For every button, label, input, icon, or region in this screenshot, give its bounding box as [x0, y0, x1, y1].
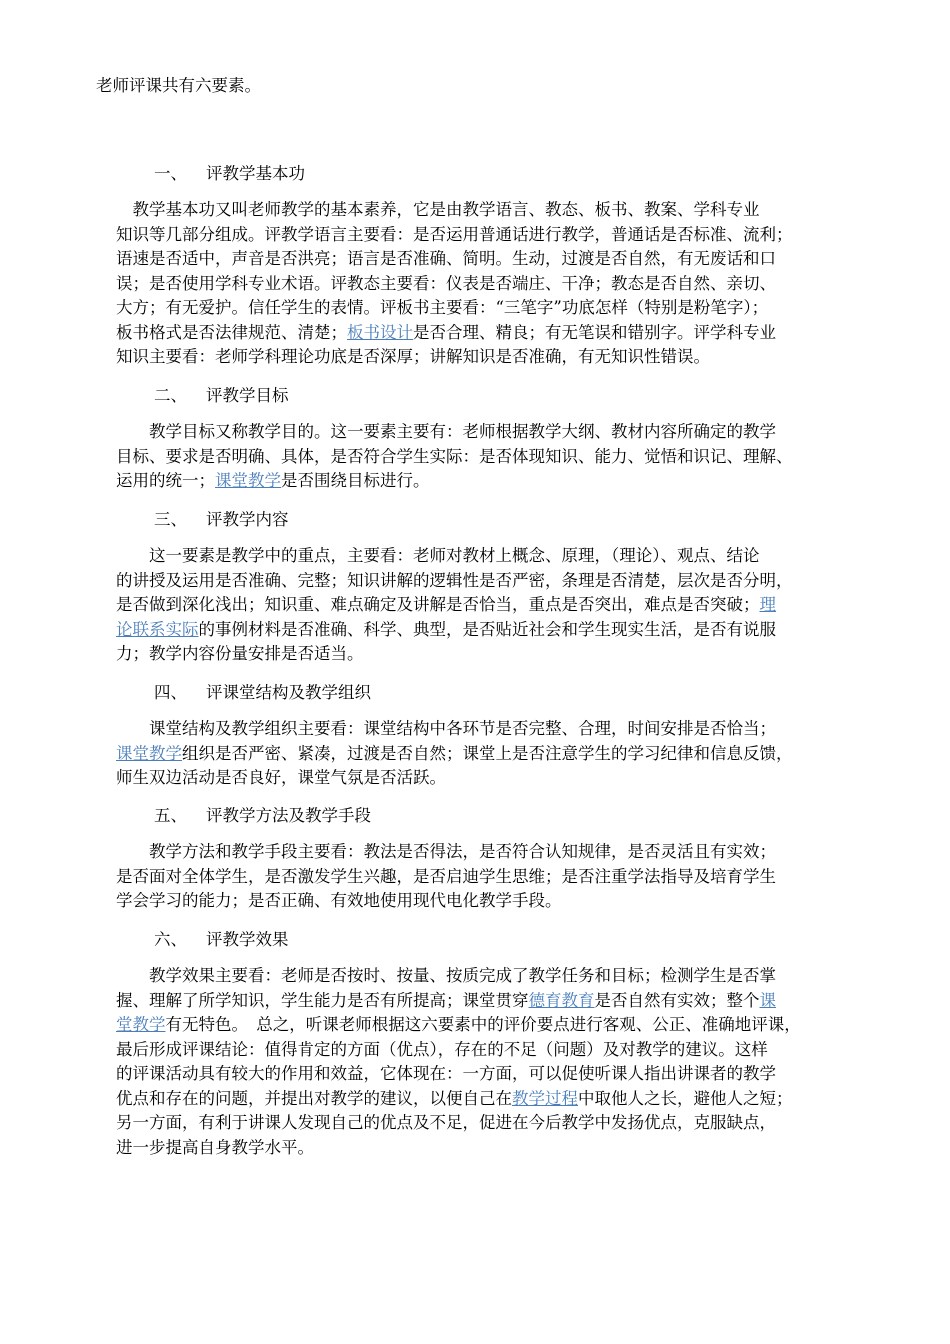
- text-line: [116, 889, 902, 914]
- text-segment: 目标、要求是否明确、具体，是否符合学生实际：是否体现知识、能力、觉悟和识记、理解、: [116, 446, 793, 466]
- section-number: 四、: [154, 683, 187, 702]
- text-line: [116, 1038, 902, 1063]
- text-segment: 这一要素是教学中的重点，主要看：老师对教材上概念、原理，（理论）、观点、结论: [116, 546, 760, 565]
- text-segment: 师生双边活动是否良好，课堂气氛是否活跃。: [116, 768, 446, 787]
- section-body-6: [116, 964, 902, 1160]
- text-line: [116, 445, 902, 470]
- text-line: [116, 420, 902, 445]
- text-line: [116, 272, 902, 297]
- inline-link[interactable]: 论联系实际: [116, 619, 199, 639]
- inline-link[interactable]: 板书设计: [347, 322, 413, 342]
- text-segment: 另一方面，有利于讲课人发现自己的优点及不足，促进在今后教学中发扬优点，克服缺点，: [116, 1113, 776, 1132]
- text-segment: 误；是否使用学科专业术语。评教态主要看：仪表是否端庄、干净；教态是否自然、亲切、: [116, 273, 776, 293]
- text-segment: 是否面对全体学生，是否激发学生兴趣，是否启迪学生思维；是否注重学法指导及培育学生: [116, 866, 776, 886]
- text-line: [116, 1087, 902, 1112]
- text-segment: 有无特色。 总之，听课老师根据这六要素中的评价要点进行客观、公正、准确地评课，: [165, 1015, 801, 1034]
- text-segment: 知识等几部分组成。评教学语言主要看：是否运用普通话进行教学，普通话是否标准、流利；: [116, 224, 793, 244]
- text-line: [116, 618, 902, 643]
- text-line: [116, 223, 902, 248]
- inline-link[interactable]: 堂教学: [116, 1015, 166, 1034]
- text-segment: 中取他人之长，避他人之短；: [578, 1088, 793, 1108]
- text-segment: 教学基本功又叫老师教学的基本素养，它是由教学语言、教态、板书、教案、学科专业: [116, 200, 760, 219]
- section-number: 五、: [154, 806, 187, 825]
- section-body-1: [116, 198, 902, 370]
- text-line: [116, 840, 902, 865]
- text-segment: 教学目标又称教学目的。这一要素主要有：老师根据教学大纲、教材内容所确定的教学: [116, 422, 776, 441]
- text-line: [116, 469, 902, 494]
- text-segment: 是否围绕目标进行。: [281, 471, 430, 490]
- section-title: 评教学方法及教学手段: [206, 806, 371, 825]
- text-segment: 进一步提高自身教学水平。: [116, 1137, 314, 1157]
- text-segment: 的讲授及运用是否准确、完整；知识讲解的逻辑性是否严密，条理是否清楚，层次是否分明，: [116, 570, 793, 590]
- text-segment: 组织是否严密、紧凑，过渡是否自然；课堂上是否注意学生的学习纪律和信息反馈，: [182, 743, 793, 763]
- text-segment: 知识主要看：老师学科理论功底是否深厚；讲解知识是否准确，有无知识性错误。: [116, 347, 710, 366]
- text-segment: 最后形成评课结论：值得肯定的方面（优点），存在的不足（问题）及对教学的建议。这样: [116, 1039, 768, 1059]
- text-line: [116, 345, 902, 370]
- section-title: 评教学目标: [206, 386, 289, 405]
- text-segment: 是否合理、精良；有无笔误和错别字。评学科专业: [413, 322, 776, 342]
- text-segment: 教学效果主要看：老师是否按时、按量、按质完成了教学任务和目标；检测学生是否掌: [116, 966, 776, 985]
- text-segment: 学会学习的能力；是否正确、有效地使用现代电化教学手段。: [116, 891, 562, 910]
- text-line: [116, 1062, 902, 1087]
- inline-link[interactable]: 课堂教学: [116, 743, 182, 763]
- text-segment: 大方；有无爱护。信任学生的表情。评板书主要看：“三笔字”功底怎样（特别是粉笔字）；: [116, 298, 769, 317]
- section-body-4: [116, 717, 902, 791]
- text-segment: 优点和存在的问题，并提出对教学的建议，以便自己在: [116, 1088, 512, 1108]
- text-line: [116, 198, 902, 223]
- text-segment: 板书格式是否法律规范、清楚；: [116, 322, 347, 342]
- text-line: [116, 1013, 902, 1038]
- section-number: 二、: [154, 386, 187, 405]
- section-heading-3: [154, 508, 289, 532]
- section-title: 评教学基本功: [206, 164, 305, 183]
- text-line: [116, 1111, 902, 1136]
- section-heading-1: [154, 162, 305, 186]
- section-title: 评教学效果: [206, 930, 289, 949]
- text-segment: 是否做到深化浅出；知识重、难点确定及讲解是否恰当，重点是否突出，难点是否突破；: [116, 595, 760, 614]
- text-line: [116, 766, 902, 791]
- section-body-5: [116, 840, 902, 914]
- inline-link[interactable]: 理: [759, 595, 776, 614]
- text-segment: 语速是否适中，声音是否洪亮；语言是否准确、简明。生动，过渡是否自然，有无废话和口: [116, 249, 776, 268]
- text-line: [116, 964, 902, 989]
- text-segment: 的评课活动具有较大的作用和效益，它体现在：一方面，可以促使听课人指出讲课者的教学: [116, 1064, 776, 1083]
- section-heading-5: [154, 804, 371, 828]
- section-title: 评课堂结构及教学组织: [206, 683, 371, 702]
- section-number: 一、: [154, 164, 187, 183]
- text-line: [116, 989, 902, 1014]
- text-line: [116, 865, 902, 890]
- section-body-3: [116, 544, 902, 667]
- inline-link[interactable]: 德育教育: [528, 990, 595, 1010]
- section-heading-2: [154, 384, 289, 408]
- text-line: [116, 296, 902, 321]
- section-body-2: [116, 420, 902, 494]
- text-segment: 力；教学内容份量安排是否适当。: [116, 644, 364, 663]
- text-line: [116, 642, 902, 667]
- inline-link[interactable]: 课: [759, 990, 776, 1010]
- text-line: [116, 247, 902, 272]
- text-line: [116, 742, 902, 767]
- inline-link[interactable]: 教学过程: [512, 1088, 578, 1108]
- text-line: [116, 1136, 902, 1161]
- text-line: [116, 544, 902, 569]
- section-number: 六、: [154, 930, 187, 949]
- text-line: [116, 569, 902, 594]
- text-line: [116, 593, 902, 618]
- text-segment: 握、理解了所学知识，学生能力是否有所提高；课堂贯穿: [116, 990, 529, 1010]
- section-number: 三、: [154, 510, 187, 529]
- intro-line: 老师评课共有六要素。: [96, 76, 261, 95]
- text-line: [116, 321, 902, 346]
- inline-link[interactable]: 课堂教学: [215, 471, 281, 490]
- text-segment: 教学方法和教学手段主要看：教法是否得法，是否符合认知规律，是否灵活且有实效；: [116, 842, 776, 861]
- section-heading-6: [154, 928, 289, 952]
- section-heading-4: [154, 681, 371, 705]
- text-segment: 运用的统一；: [116, 471, 215, 490]
- text-segment: 是否自然有实效；整个: [594, 990, 760, 1010]
- text-segment: 课堂结构及教学组织主要看：课堂结构中各环节是否完整、合理，时间安排是否恰当；: [116, 719, 776, 738]
- text-line: [116, 717, 902, 742]
- text-segment: 的事例材料是否准确、科学、典型，是否贴近社会和学生现实生活，是否有说服: [198, 619, 776, 639]
- section-title: 评教学内容: [206, 510, 289, 529]
